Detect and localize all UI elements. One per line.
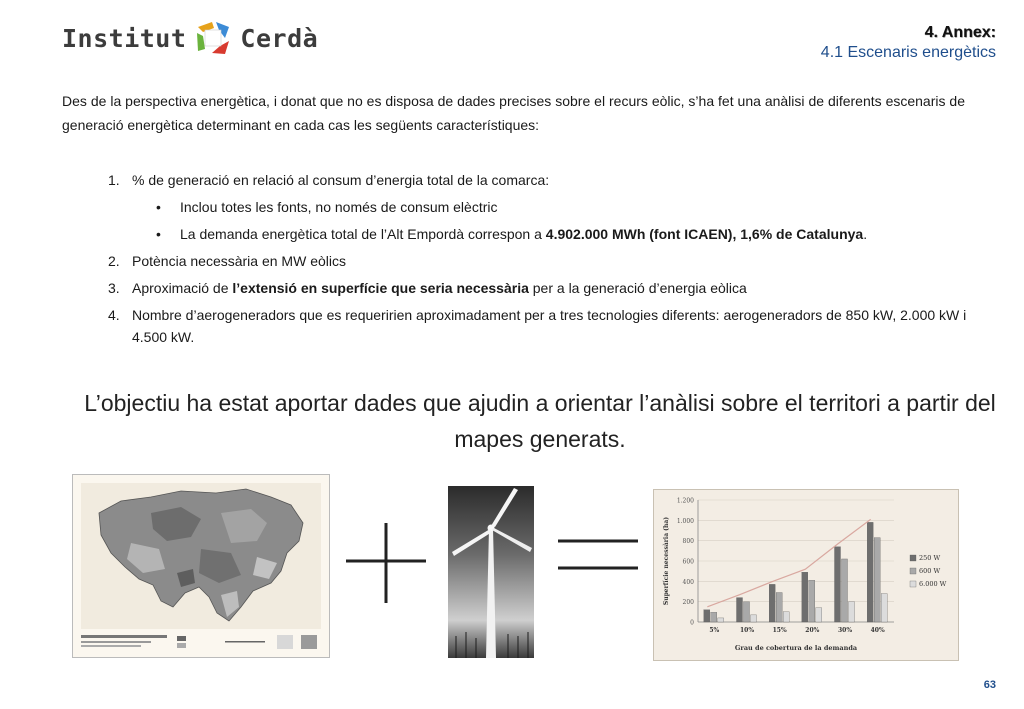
bullet-icon: •: [156, 226, 161, 242]
list-number: 4.: [108, 307, 120, 323]
objective-statement: L’objectiu ha estat aportar dades que ajudin a orientar l’anàlisi sobre el territori a partir del mapes generats.: [84, 390, 996, 452]
bar-6000w: [881, 594, 887, 622]
page-number: 63: [983, 679, 996, 691]
legend-swatch: [910, 568, 916, 574]
y-tick-label: 600: [682, 558, 694, 566]
list-item: [108, 250, 968, 272]
surface-bar-chart: [654, 490, 960, 662]
section-subtitle: 4.1 Escenaris energètics: [820, 44, 996, 61]
list-text: .: [863, 226, 868, 242]
list-item: [108, 304, 968, 348]
list-text: La demanda energètica total de l’Alt Empordà correspon a: [180, 226, 546, 242]
list-text: Inclou totes les fonts, no només de consum elèctric: [180, 199, 498, 215]
bar-6000w: [849, 602, 855, 622]
sub-list-item: [108, 223, 968, 245]
bar-600w: [874, 538, 880, 622]
bar-250w: [737, 598, 743, 622]
bar-250w: [802, 572, 808, 622]
institut-cerda-logo: [62, 16, 318, 60]
x-axis-label: Grau de cobertura de la demanda: [734, 644, 858, 652]
list-number: 1.: [108, 172, 120, 188]
sub-list-item: [108, 196, 968, 218]
list-item: [108, 277, 968, 299]
equals-icon: [556, 535, 640, 575]
map-legend-icon: [81, 633, 321, 651]
list-number: 3.: [108, 280, 120, 296]
wind-turbine-photo: [448, 486, 534, 658]
logo-text-institut: Institut: [62, 23, 187, 53]
x-tick-label: 10%: [739, 627, 755, 634]
y-tick-label: 1.200: [676, 497, 694, 505]
x-tick-label: 15%: [772, 627, 787, 634]
bar-600w: [842, 559, 848, 622]
bar-600w: [711, 612, 717, 622]
surface-chart: [653, 489, 959, 661]
legend-swatch: [910, 581, 916, 587]
demand-value: 4.902.000 MWh (font ICAEN), 1,6% de Catalunya: [545, 226, 864, 242]
bar-250w: [769, 584, 775, 622]
plus-icon: [344, 521, 428, 605]
map-shape-icon: [81, 483, 321, 629]
list-text: Potència necessària en MW eòlics: [132, 253, 346, 269]
y-tick-label: 400: [682, 578, 694, 586]
bar-600w: [744, 602, 750, 622]
bar-600w: [776, 593, 782, 622]
y-tick-label: 0: [690, 619, 694, 627]
list-text: Aproximació de: [132, 280, 233, 296]
x-tick-label: 20%: [805, 627, 820, 634]
characteristics-list: [108, 169, 968, 353]
bar-6000w: [783, 612, 789, 622]
bar-250w: [867, 522, 873, 622]
x-tick-label: 40%: [870, 627, 885, 634]
list-text: % de generació en relació al consum d’energia total de la comarca:: [132, 172, 550, 188]
section-header: [821, 24, 996, 62]
list-text: per a la generació d’energia eòlica: [528, 280, 747, 296]
annex-title: 4. Annex:: [924, 24, 996, 41]
list-text: Nombre d’aerogeneradors que es requeririen aproximadament per a tres tecnologies diferents: aerogeneradors de 850 kW, 2.000 kW i 4.500 kW.: [132, 307, 967, 345]
bar-600w: [809, 580, 815, 622]
x-tick-label: 30%: [837, 627, 853, 634]
territory-map: [81, 483, 321, 629]
y-tick-label: 800: [682, 538, 694, 546]
bar-6000w: [718, 618, 724, 622]
intro-paragraph: Des de la perspectiva energètica, i donat que no es disposa de dades precises sobre el recurs eòlic, s’ha fet una anàlisi de diferents escenaris de generació energètica determinant en cada cas les següents característiques:: [62, 93, 965, 133]
legend-entry: 250 W: [919, 554, 941, 562]
logo-text-cerda: Cerdà: [240, 23, 319, 53]
map-figure: [72, 474, 330, 658]
bar-6000w: [751, 615, 757, 622]
bar-250w: [835, 547, 841, 622]
legend-swatch: [910, 555, 916, 561]
legend-entry: 600 W: [919, 567, 941, 575]
logo-mark-icon: [194, 19, 232, 57]
list-item: [108, 169, 968, 191]
x-tick-label: 5%: [709, 627, 720, 634]
bar-250w: [704, 610, 710, 622]
y-tick-label: 1.000: [676, 517, 694, 525]
legend-entry: 6.000 W: [919, 580, 947, 588]
surface-emphasis: l’extensió en superfície que seria necessària: [232, 280, 529, 296]
list-number: 2.: [108, 253, 120, 269]
y-axis-label: Superfície necessària (ha): [663, 516, 670, 606]
bar-6000w: [816, 608, 822, 622]
bullet-icon: •: [156, 199, 161, 215]
y-tick-label: 200: [682, 599, 694, 607]
wind-turbine-icon: [448, 486, 534, 658]
